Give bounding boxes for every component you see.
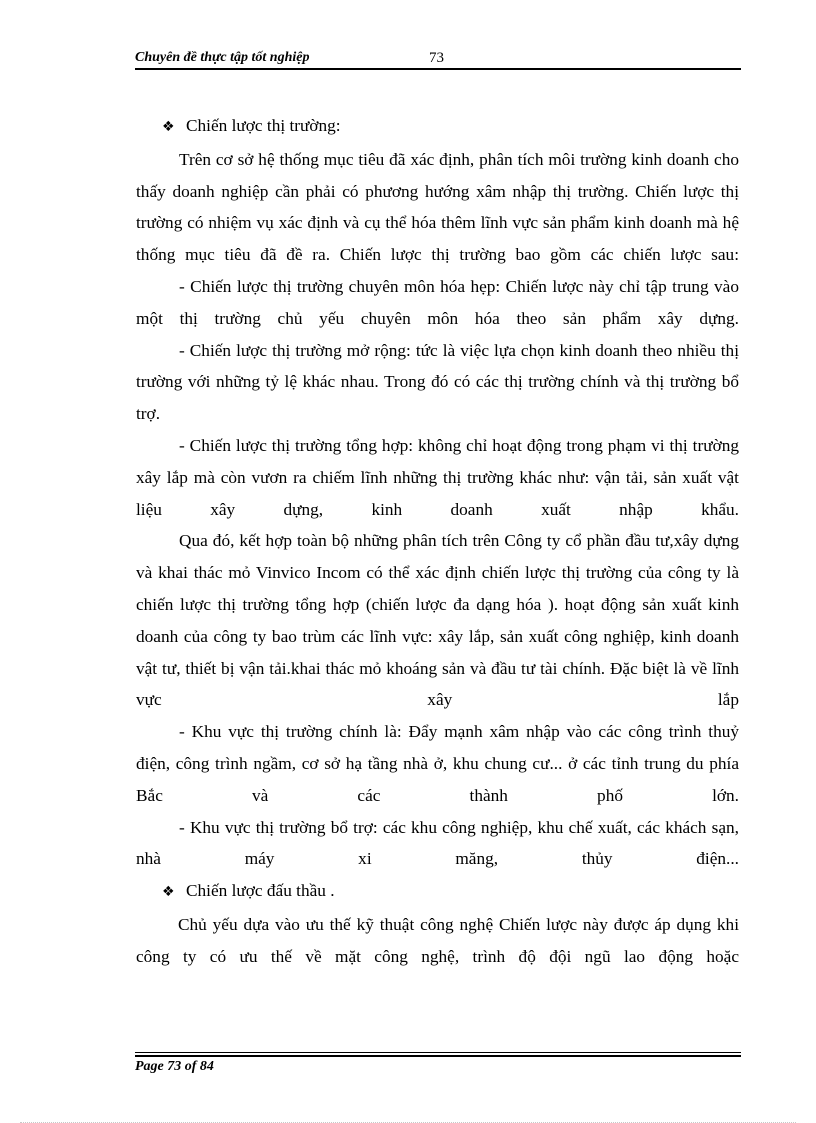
section-heading-text: Chiến lược đấu thầu . <box>186 881 335 901</box>
paragraph: Chủ yếu dựa vào ưu thế kỹ thuật công nghệ Chiến lược này được áp dụng khi công ty có ưu thế về mặt công nghệ, trình độ đội ngũ lao động hoặc <box>136 914 739 966</box>
list-item: - Khu vực thị trường chính là: Đẩy mạnh xâm nhập vào các công trình thuỷ điện, công trình ngầm, cơ sở hạ tầng nhà ở, khu chung cư... ở các tỉnh trung du phía Bắc và các thành phố lớn. <box>136 722 739 805</box>
list-item: - Chiến lược thị trường chuyên môn hóa hẹp: Chiến lược này chỉ tập trung vào một thị trường chủ yếu chuyên môn hóa theo sản phẩm xây dựng. <box>136 276 739 328</box>
page-header <box>135 50 741 68</box>
footer-rule <box>135 1055 741 1057</box>
header-rule <box>135 68 741 70</box>
list-item: - Chiến lược thị trường mở rộng: tức là việc lựa chọn kinh doanh theo nhiều thị trường với những tỷ lệ khác nhau. Trong đó có các thị trường chính và thị trường bổ trợ. <box>136 340 739 424</box>
diamond-bullet-icon: ❖ <box>162 119 175 135</box>
section-heading-text: Chiến lược thị trường: <box>186 116 341 135</box>
diamond-bullet-icon: ❖ <box>162 884 175 901</box>
page-footer: Page 73 of 84 <box>135 1059 214 1074</box>
section-heading <box>136 110 739 144</box>
section-heading <box>136 875 739 909</box>
list-item: - Chiến lược thị trường tổng hợp: không chỉ hoạt động trong phạm vi thị trường xây lắp mà còn vươn ra chiếm lĩnh những thị trường khác như: vận tải, sản xuất vật liệu xây dựng, kinh doanh xuất nhập khẩu. <box>136 435 739 519</box>
paragraph: Trên cơ sở hệ thống mục tiêu đã xác định, phân tích môi trường kinh doanh cho thấy doanh nghiệp cần phải có phương hướng xâm nhập thị trường. Chiến lược thị trường có nhiệm vụ xác định và cụ thể hóa thêm lĩnh vực sản phẩm kinh doanh mà hệ thống mục tiêu đã đề ra. Chiến lược thị trường bao gồm các chiến lược sau: <box>136 149 739 265</box>
paragraph: Qua đó, kết hợp toàn bộ những phân tích trên Công ty cổ phần đầu tư,xây dựng và khai thác mỏ Vinvico Incom có thể xác định chiến lược thị trường của công ty là chiến lược thị trường tổng hợp (chiến lược đa dạng hóa ). hoạt động sản xuất kinh doanh của công ty bao trùm các lĩnh vực: xây lắp, sản xuất công nghiệp, kinh doanh vật tư, thiết bị vận tải.khai thác mỏ khoáng sản và đầu tư tài chính. Đặc biệt là về lĩnh vực xây lắp <box>136 531 739 710</box>
header-page-number: 73 <box>429 50 444 66</box>
list-item: - Khu vực thị trường bổ trợ: các khu công nghiệp, khu chế xuất, các khách sạn, nhà máy xi măng, thủy điện... <box>136 817 739 869</box>
document-title: Chuyên đề thực tập tốt nghiệp <box>135 50 310 65</box>
page-body <box>136 110 739 973</box>
footer-rule <box>135 1052 741 1053</box>
